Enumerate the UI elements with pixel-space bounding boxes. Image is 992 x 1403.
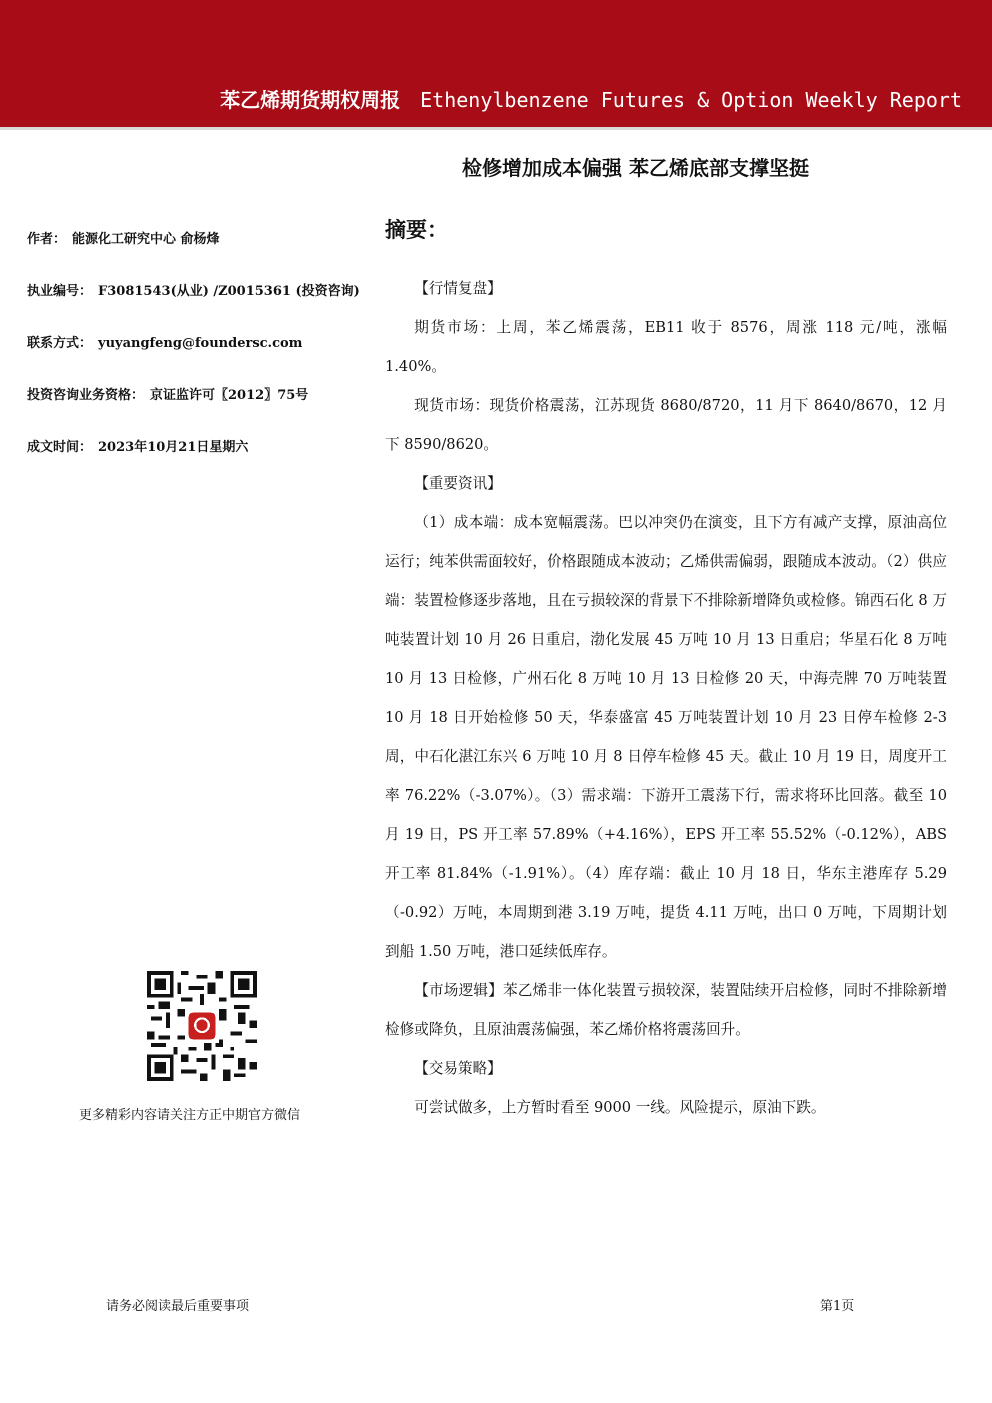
meta-value: F3081543(从业) /Z0015361 (投资咨询) — [98, 284, 360, 299]
meta-date — [27, 438, 357, 490]
meta-label: 作者： — [27, 232, 67, 247]
paragraph-futures: 期货市场：上周，苯乙烯震荡，EB11 收于 8576，周涨 118 元/吨，涨幅 1.40%。 — [385, 319, 947, 375]
meta-label: 联系方式： — [27, 336, 93, 351]
section-tag-news: 【重要资讯】 — [414, 475, 502, 492]
meta-label: 成文时间： — [27, 440, 93, 455]
summary-heading: 摘要： — [385, 218, 448, 242]
report-title-cn: 苯乙烯期货期权周报 — [220, 88, 401, 112]
qr-caption: 更多精彩内容请关注方正中期官方微信 — [79, 1108, 301, 1123]
report-title-en: Ethenylbenzene Futures & Option Weekly Report — [420, 88, 962, 112]
meta-value[interactable]: yuyangfeng@foundersc.com — [98, 336, 303, 351]
qr-code-icon — [147, 971, 257, 1081]
section-tag-review: 【行情复盘】 — [414, 280, 502, 297]
meta-value: 能源化工研究中心 俞杨烽 — [72, 232, 220, 247]
meta-value: 2023年10月21日星期六 — [98, 440, 249, 455]
meta-contact — [27, 334, 357, 386]
meta-author — [27, 230, 357, 282]
paragraph-spot: 现货市场：现货价格震荡，江苏现货 8680/8720，11 月下 8640/8670，12 月下 8590/8620。 — [385, 397, 947, 453]
page-number: 第1页 — [820, 1299, 855, 1314]
paragraph-news: （1）成本端：成本宽幅震荡。巴以冲突仍在演变，且下方有减产支撑，原油高位运行；纯苯供需面较好，价格跟随成本波动；乙烯供需偏弱，跟随成本波动。（2）供应端：装置检修逐步落地，且在亏损较深的背景下不排除新增降负或检修。锦西石化 8 万吨装置计划 10 月 26 日重启，渤化发展 45 万吨 10 月 13 日重启；华星石化 8 万吨 10 月 13 日检修，广州石化 8 万吨 10 月 13 日检修 20 天，中海壳牌 70 万吨装置 10 月 18 日开始检修 50 天，华泰盛富 45 万吨装置计划 10 月 23 日停车检修 2-3 周，中石化湛江东兴 6 万吨 10 月 8 日停车检修 45 天。截止 10 月 19 日，周度开工率 76.22%（-3.07%）。（3）需求端：下游开工震荡下行，需求将环比回落。截至 10 月 19 日，PS 开工率 57.89%（+4.16%），EPS 开工率 55.52%（-0.12%），ABS 开工率 81.84%（-1.91%）。（4）库存端：截止 10 月 18 日，华东主港库存 5.29（-0.92）万吨，本周期到港 3.19 万吨，提货 4.11 万吨，出口 0 万吨，下周期计划到船 1.50 万吨，港口延续低库存。 — [385, 514, 947, 960]
meta-license — [27, 282, 360, 334]
footer-notice: 请务必阅读最后重要事项 — [106, 1299, 250, 1314]
summary-body — [385, 269, 947, 1127]
header-divider — [0, 127, 992, 130]
article-headline: 检修增加成本偏强 苯乙烯底部支撑坚挺 — [462, 156, 809, 180]
paragraph-strategy: 可尝试做多，上方暂时看至 9000 一线。风险提示，原油下跌。 — [414, 1099, 826, 1116]
meta-value: 京证监许可〖2012〗75号 — [150, 388, 309, 403]
paragraph-logic: 【市场逻辑】苯乙烯非一体化装置亏损较深，装置陆续开启检修，同时不排除新增检修或降负，且原油震荡偏强，苯乙烯价格将震荡回升。 — [385, 982, 947, 1038]
meta-label: 执业编号： — [27, 284, 93, 299]
report-title — [220, 84, 962, 113]
author-info — [27, 230, 360, 490]
meta-label: 投资咨询业务资格： — [27, 388, 145, 403]
meta-qualification — [27, 386, 357, 438]
section-tag-strategy: 【交易策略】 — [414, 1060, 502, 1077]
